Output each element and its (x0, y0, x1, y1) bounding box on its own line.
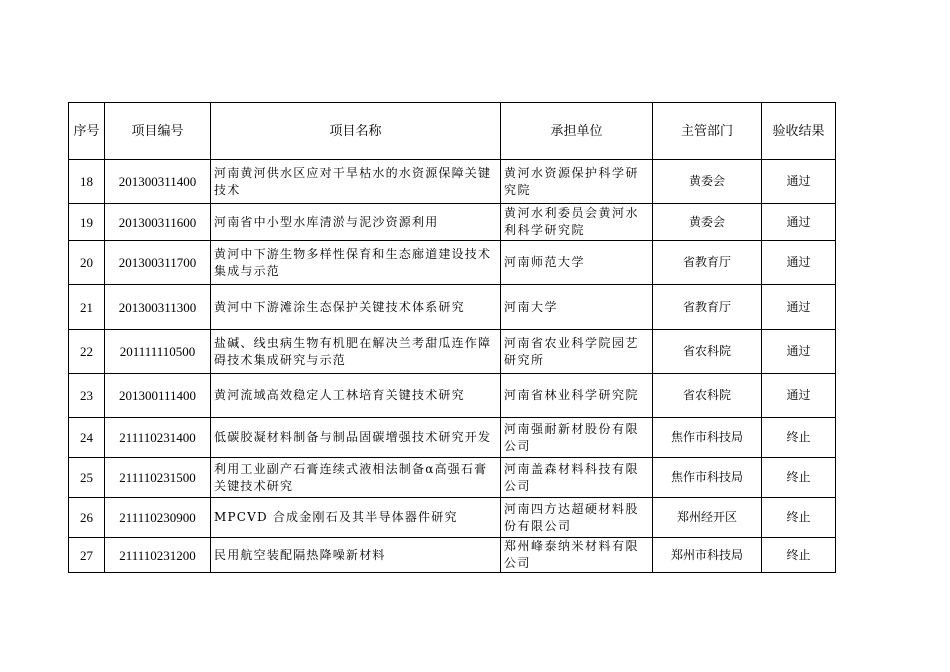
header-project-code: 项目编号 (105, 103, 211, 160)
cell-serial-no: 27 (69, 538, 105, 573)
header-supervising-department: 主管部门 (653, 103, 762, 160)
cell-serial-no: 24 (69, 418, 105, 458)
header-acceptance-result: 验收结果 (762, 103, 836, 160)
cell-project-code: 201300311300 (105, 285, 211, 330)
table-row (69, 418, 836, 458)
cell-project-name: 低碳胶凝材料制备与制品固碳增强技术研究开发 (211, 418, 501, 458)
cell-project-name: 利用工业副产石膏连续式液相法制备α高强石膏关键技术研究 (211, 458, 501, 498)
table-row (69, 285, 836, 330)
cell-project-name: 河南黄河供水区应对干旱枯水的水资源保障关键技术 (211, 160, 501, 204)
cell-project-name: 盐碱、线虫病生物有机肥在解决兰考甜瓜连作障碍技术集成研究与示范 (211, 330, 501, 374)
cell-supervising-department: 郑州经开区 (653, 498, 762, 538)
table-row (69, 498, 836, 538)
cell-project-code: 201300111400 (105, 374, 211, 418)
table-row (69, 458, 836, 498)
header-project-name: 项目名称 (211, 103, 501, 160)
cell-undertaking-unit: 河南强耐新材股份有限公司 (501, 418, 653, 458)
cell-serial-no: 22 (69, 330, 105, 374)
cell-project-code: 211110230900 (105, 498, 211, 538)
cell-project-code: 201300311400 (105, 160, 211, 204)
cell-acceptance-result: 终止 (762, 498, 836, 538)
header-serial-no: 序号 (69, 103, 105, 160)
cell-undertaking-unit: 河南大学 (501, 285, 653, 330)
cell-undertaking-unit: 河南四方达超硬材料股份有限公司 (501, 498, 653, 538)
cell-project-code: 211110231500 (105, 458, 211, 498)
cell-acceptance-result: 通过 (762, 330, 836, 374)
cell-serial-no: 19 (69, 204, 105, 241)
cell-supervising-department: 省农科院 (653, 330, 762, 374)
cell-serial-no: 18 (69, 160, 105, 204)
cell-supervising-department: 焦作市科技局 (653, 418, 762, 458)
cell-project-code: 211110231400 (105, 418, 211, 458)
cell-undertaking-unit: 黄河水利委员会黄河水利科学研究院 (501, 204, 653, 241)
table-row (69, 374, 836, 418)
cell-supervising-department: 黄委会 (653, 204, 762, 241)
cell-undertaking-unit: 郑州峰泰纳米材料有限公司 (501, 538, 653, 573)
cell-supervising-department: 焦作市科技局 (653, 458, 762, 498)
cell-undertaking-unit: 河南师范大学 (501, 241, 653, 285)
cell-serial-no: 23 (69, 374, 105, 418)
cell-undertaking-unit: 黄河水资源保护科学研究院 (501, 160, 653, 204)
cell-undertaking-unit: 河南省农业科学院园艺研究所 (501, 330, 653, 374)
cell-acceptance-result: 终止 (762, 538, 836, 573)
table-row (69, 241, 836, 285)
cell-acceptance-result: 通过 (762, 374, 836, 418)
cell-project-name: 黄河中下游生物多样性保育和生态廊道建设技术集成与示范 (211, 241, 501, 285)
cell-project-code: 211110231200 (105, 538, 211, 573)
table-row (69, 204, 836, 241)
table-row (69, 160, 836, 204)
cell-serial-no: 26 (69, 498, 105, 538)
cell-project-name: MPCVD 合成金刚石及其半导体器件研究 (211, 498, 501, 538)
cell-project-code: 201300311700 (105, 241, 211, 285)
table-row (69, 538, 836, 573)
cell-undertaking-unit: 河南省林业科学研究院 (501, 374, 653, 418)
cell-acceptance-result: 终止 (762, 458, 836, 498)
cell-supervising-department: 郑州市科技局 (653, 538, 762, 573)
cell-acceptance-result: 通过 (762, 160, 836, 204)
cell-project-code: 201300311600 (105, 204, 211, 241)
cell-project-name: 黄河中下游滩涂生态保护关键技术体系研究 (211, 285, 501, 330)
cell-serial-no: 20 (69, 241, 105, 285)
cell-supervising-department: 省教育厅 (653, 241, 762, 285)
cell-serial-no: 21 (69, 285, 105, 330)
cell-project-name: 民用航空装配隔热降噪新材料 (211, 538, 501, 573)
cell-undertaking-unit: 河南盖森材料科技有限公司 (501, 458, 653, 498)
cell-supervising-department: 省教育厅 (653, 285, 762, 330)
cell-project-code: 201111110500 (105, 330, 211, 374)
project-acceptance-table (68, 102, 836, 573)
cell-acceptance-result: 通过 (762, 241, 836, 285)
table-header-row (69, 103, 836, 160)
cell-acceptance-result: 终止 (762, 418, 836, 458)
cell-project-name: 黄河流域高效稳定人工林培育关键技术研究 (211, 374, 501, 418)
cell-project-name: 河南省中小型水库清淤与泥沙资源利用 (211, 204, 501, 241)
cell-acceptance-result: 通过 (762, 204, 836, 241)
table-row (69, 330, 836, 374)
cell-supervising-department: 黄委会 (653, 160, 762, 204)
cell-serial-no: 25 (69, 458, 105, 498)
cell-acceptance-result: 通过 (762, 285, 836, 330)
cell-supervising-department: 省农科院 (653, 374, 762, 418)
header-undertaking-unit: 承担单位 (501, 103, 653, 160)
